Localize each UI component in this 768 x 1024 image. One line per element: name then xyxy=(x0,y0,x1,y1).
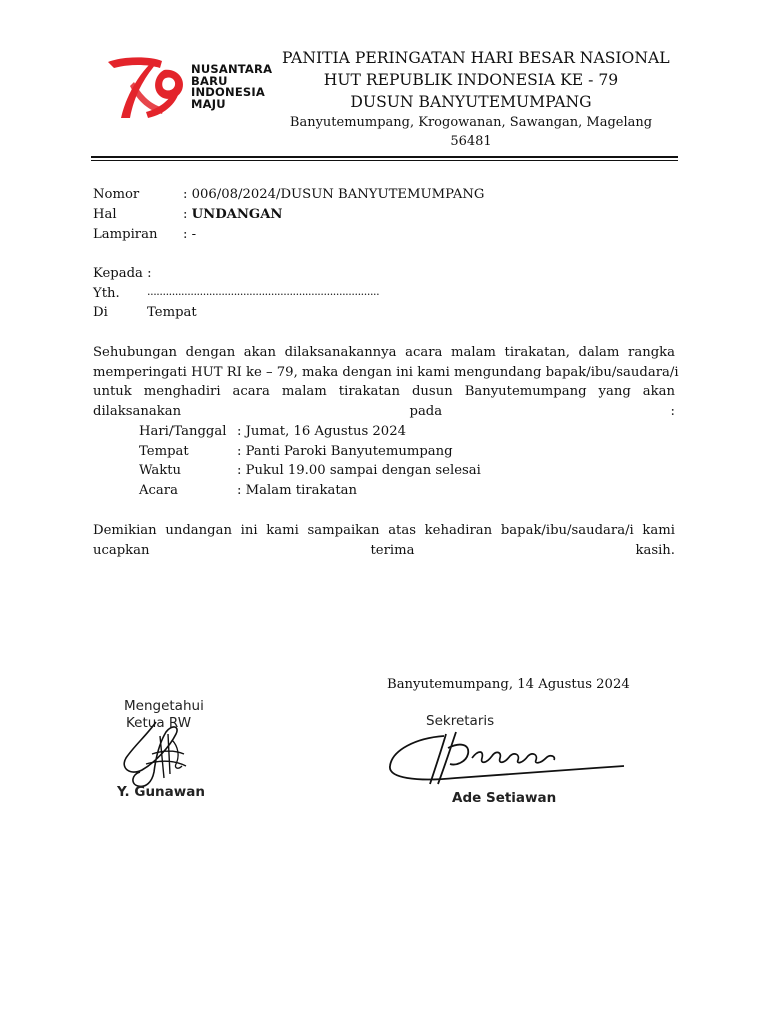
event-title: HUT REPUBLIK INDONESIA KE - 79 xyxy=(323,71,619,89)
detail-value-date: : Jumat, 16 Agustus 2024 xyxy=(237,424,406,439)
header-rule-thin xyxy=(91,160,678,161)
invitation-paragraph xyxy=(93,343,679,421)
left-role-1: Mengetahui xyxy=(124,698,204,714)
closing-paragraph xyxy=(93,521,675,560)
committee-title: PANITIA PERINGATAN HARI BESAR NASIONAL xyxy=(282,49,670,67)
di-value: Tempat xyxy=(147,305,197,320)
right-signature-icon xyxy=(386,728,631,790)
paragraph-line: ucapkan terima kasih. xyxy=(93,542,675,558)
left-signatory-name: Y. Gunawan xyxy=(117,784,205,800)
nomor-label: Nomor xyxy=(93,187,140,202)
kepada-label: Kepada : xyxy=(93,266,152,281)
detail-value-event: : Malam tirakatan xyxy=(237,483,357,498)
logo-line: NUSANTARA xyxy=(191,62,273,76)
logo-line: MAJU xyxy=(191,96,226,111)
paragraph-line: memperingati HUT RI ke – 79, maka dengan ini kami mengundang bapak/ibu/saudara/i xyxy=(93,364,679,380)
yth-blank: ........................................................................... xyxy=(147,285,380,298)
left-role-2: Ketua RW xyxy=(126,715,192,731)
detail-label-event: Acara xyxy=(139,483,178,498)
place-date: Banyutemumpang, 14 Agustus 2024 xyxy=(387,677,630,692)
detail-value-time: : Pukul 19.00 sampai dengan selesai xyxy=(237,463,481,478)
detail-label-place: Tempat xyxy=(139,444,189,459)
right-signatory-name: Ade Setiawan xyxy=(452,790,557,806)
paragraph-line: Sehubungan dengan akan dilaksanakannya acara malam tirakatan, dalam rangka xyxy=(93,345,675,360)
paragraph-line: untuk menghadiri acara malam tirakatan dusun Banyutemumpang yang akan xyxy=(93,384,675,399)
logo-line: BARU xyxy=(191,73,228,88)
nomor-value: : 006/08/2024/DUSUN BANYUTEMUMPANG xyxy=(183,187,485,202)
detail-value-place: : Panti Paroki Banyutemumpang xyxy=(237,444,453,459)
lampiran-value: : - xyxy=(183,227,197,242)
hal-value-line xyxy=(183,206,282,224)
postal-code: 56481 xyxy=(450,134,492,149)
hamlet-title: DUSUN BANYUTEMUMPANG xyxy=(350,93,592,111)
right-role: Sekretaris xyxy=(426,713,495,729)
detail-label-date: Hari/Tanggal xyxy=(139,424,227,439)
paragraph-line: Demikian undangan ini kami sampaikan atas kehadiran bapak/ibu/saudara/i kami xyxy=(93,523,675,538)
address-block xyxy=(282,113,660,151)
logo-line: INDONESIA xyxy=(191,85,265,99)
paragraph-line: dilaksanakan pada : xyxy=(93,403,675,419)
logo-tagline xyxy=(191,64,272,110)
hal-colon: : xyxy=(183,207,188,222)
yth-label: Yth. xyxy=(93,286,120,301)
header-rule-thick xyxy=(91,156,678,158)
di-label: Di xyxy=(93,305,108,320)
address-line: Banyutemumpang, Krogowanan, Sawangan, Magelang xyxy=(289,115,653,130)
logo-79-mark-icon xyxy=(104,52,194,124)
detail-label-time: Waktu xyxy=(139,463,182,478)
hal-label: Hal xyxy=(93,207,117,222)
hal-value: UNDANGAN xyxy=(191,207,283,222)
lampiran-label: Lampiran xyxy=(93,227,158,242)
